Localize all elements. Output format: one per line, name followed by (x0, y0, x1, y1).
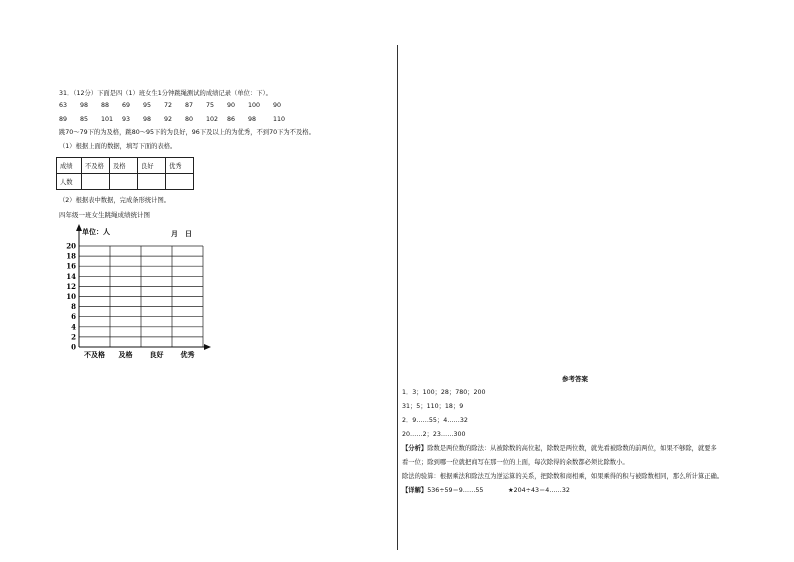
table-row (57, 158, 194, 174)
data-cell: 92 (164, 116, 173, 123)
x-category-label: 良好 (149, 350, 164, 359)
table-row (57, 174, 194, 190)
data-cell: 98 (80, 102, 89, 109)
analysis-line-2: 看一位；除到哪一位就把商写在那一位的上面，每次除得的余数都必须比除数小。 (402, 459, 629, 466)
y-tick-label: 4 (71, 322, 76, 332)
data-cell: 98 (248, 116, 257, 123)
sub-question-2: （2）根据表中数据，完成条形统计图。 (59, 197, 171, 204)
detail-line (402, 487, 483, 495)
detail-text-2: ★204÷43＝4……32 (508, 487, 570, 494)
analysis-line-3: 除法的验算：根据乘法和除法互为逆运算的关系，把除数和商相乘，如果乘得的积与被除数相同，那么所计算正确。 (402, 473, 724, 480)
column-divider (397, 45, 398, 550)
x-category-label: 优秀 (180, 350, 195, 359)
data-cell: 90 (227, 102, 236, 109)
data-cell: 98 (143, 116, 152, 123)
answer-blank-cell[interactable] (82, 174, 110, 190)
data-cell: 95 (143, 102, 152, 109)
detail-tag: 【详解】 (402, 487, 428, 494)
answer-title: 参考答案 (562, 375, 588, 383)
y-tick-label: 12 (66, 281, 76, 291)
data-cell: 72 (164, 102, 173, 109)
table-row-label: 人数 (57, 174, 82, 190)
data-cell: 80 (185, 116, 194, 123)
y-tick-label: 14 (66, 271, 76, 281)
chart-unit-label: 单位：人 (82, 227, 110, 236)
grading-rule: 跳70～79下的为及格，跳80～95下的为良好，96下及以上的为优秀，不到70下为不及格。 (59, 129, 315, 136)
chart-date-label: 月 日 (171, 229, 192, 238)
answer-blank-cell[interactable] (110, 174, 138, 190)
y-tick-label: 10 (66, 292, 76, 301)
table-header-cell: 及格 (110, 158, 138, 174)
data-cell: 69 (122, 102, 131, 109)
grade-table (56, 157, 194, 190)
data-cell: 110 (273, 116, 286, 123)
y-tick-label: 6 (71, 312, 76, 322)
x-category-label: 及格 (118, 350, 133, 359)
table-header-cell: 优秀 (166, 158, 194, 174)
data-cell: 90 (273, 102, 282, 109)
data-cell: 63 (59, 102, 68, 109)
data-cell: 101 (101, 116, 114, 123)
y-tick-label: 8 (71, 302, 76, 312)
answer-blank-cell[interactable] (138, 174, 166, 190)
x-category-label: 不及格 (84, 350, 105, 359)
y-tick-label: 20 (66, 241, 76, 251)
table-header-cell: 不及格 (82, 158, 110, 174)
data-cell: 88 (101, 102, 110, 109)
answer-line: 1．3；100；28；780；200 (402, 389, 486, 396)
bar-chart-grid (55, 222, 215, 362)
y-axis-ticks (66, 242, 76, 352)
chart-grid (79, 246, 203, 347)
x-axis-categories (84, 350, 195, 359)
y-tick-label: 18 (66, 251, 76, 261)
chart-title: 四年级一班女生跳绳成绩统计图 (59, 211, 150, 219)
analysis-tag: 【分析】 (402, 445, 428, 452)
q31-heading: 31．（12分）下面是四（1）班女生1分钟跳绳测试的成绩记录（单位：下）。 (59, 90, 272, 97)
answer-line: 20……2；23……300 (402, 431, 466, 438)
table-header-cell: 成绩 (57, 158, 82, 174)
data-cell: 102 (206, 116, 219, 123)
data-cell: 100 (248, 102, 261, 109)
detail-text-1: 536÷59＝9……55 (427, 487, 484, 494)
y-tick-label: 0 (71, 342, 76, 352)
data-cell: 93 (122, 116, 131, 123)
table-header-cell: 良好 (138, 158, 166, 174)
answer-line: 31；5；110；18；9 (402, 403, 464, 410)
x-axis-arrow-icon (204, 344, 211, 350)
data-cell: 86 (227, 116, 236, 123)
y-tick-label: 2 (71, 332, 76, 342)
data-cell: 89 (59, 116, 68, 123)
analysis-line-1 (402, 445, 717, 453)
answer-blank-cell[interactable] (166, 174, 194, 190)
answer-line: 2．9……55；4……32 (402, 417, 468, 424)
y-tick-label: 16 (66, 261, 76, 271)
sub-question-1: （1）根据上面的数据，填写下面的表格。 (59, 143, 177, 150)
data-cell: 75 (206, 102, 215, 109)
analysis-text: 除数是两位数的除法：从被除数的高位起，除数是两位数，就先看被除数的前两位，如果不够除，就要多 (427, 445, 717, 452)
data-cell: 85 (80, 116, 89, 123)
data-cell: 87 (185, 102, 194, 109)
